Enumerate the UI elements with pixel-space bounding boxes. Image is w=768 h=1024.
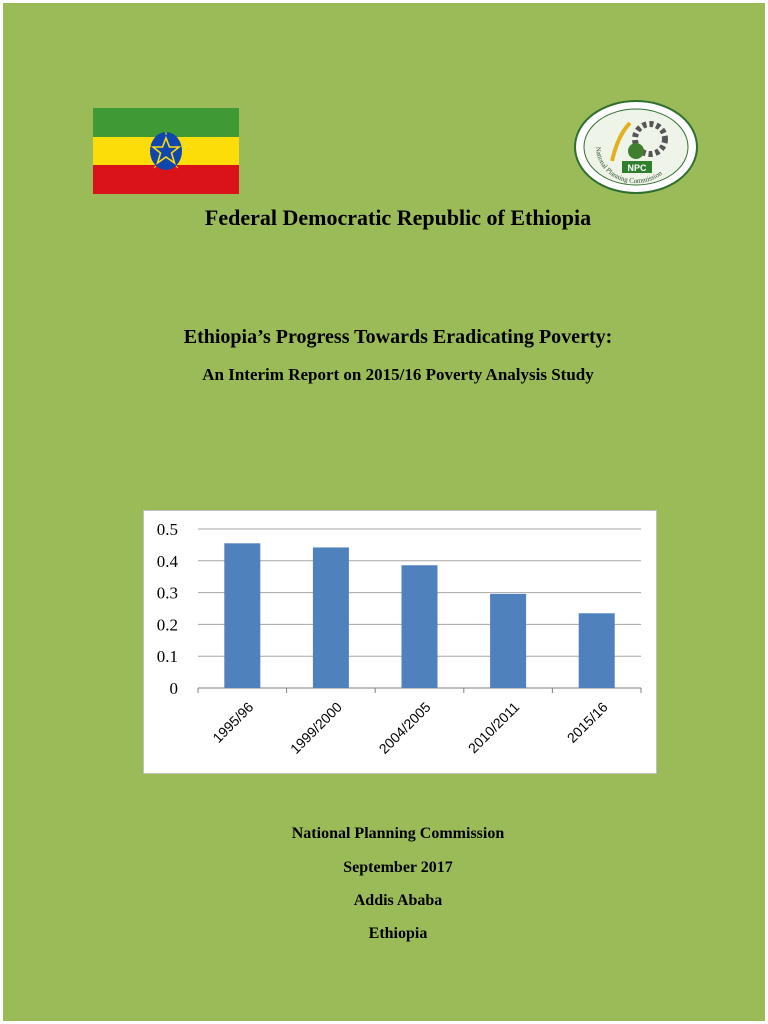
footer-date: September 2017: [343, 859, 453, 876]
x-tick-label: 2015/16: [563, 698, 611, 746]
bar-2015-16: [579, 613, 615, 688]
y-tick-label: 0.2: [156, 615, 178, 635]
bar-1999-2000: [313, 547, 349, 688]
x-tick-label: 1999/2000: [286, 698, 346, 757]
x-tick-label: 2004/2005: [375, 698, 434, 757]
bar-1995-96: [224, 543, 260, 688]
poverty-chart: [143, 510, 657, 774]
y-tick-label: 0.5: [156, 520, 178, 539]
report-title: Ethiopia’s Progress Towards Eradicating Poverty:: [183, 326, 613, 348]
report-subtitle: An Interim Report on 2015/16 Poverty Analysis Study: [202, 365, 594, 384]
x-tick-label: 1995/96: [209, 698, 257, 746]
report-cover: [3, 3, 765, 1021]
footer-country: Ethiopia: [368, 925, 428, 942]
footer-city: Addis Ababa: [353, 892, 443, 909]
y-tick-label: 0.3: [156, 583, 178, 603]
npc-logo: [574, 99, 698, 195]
country-heading: Federal Democratic Republic of Ethiopia: [204, 205, 592, 230]
y-tick-label: 0: [169, 679, 178, 698]
chart-canvas: [144, 511, 656, 773]
x-tick-label: 2010/2011: [464, 698, 523, 757]
bar-2010-2011: [490, 594, 526, 688]
logo-ring-text: National Planning Commission: [593, 146, 664, 186]
logo-monogram: NPC: [627, 163, 647, 173]
y-tick-label: 0.1: [156, 647, 178, 667]
y-tick-label: 0.4: [156, 551, 178, 571]
footer-organization: National Planning Commission: [291, 825, 505, 842]
bar-2004-2005: [402, 565, 438, 688]
globe-icon: [628, 143, 644, 159]
ethiopia-flag: [93, 108, 239, 194]
